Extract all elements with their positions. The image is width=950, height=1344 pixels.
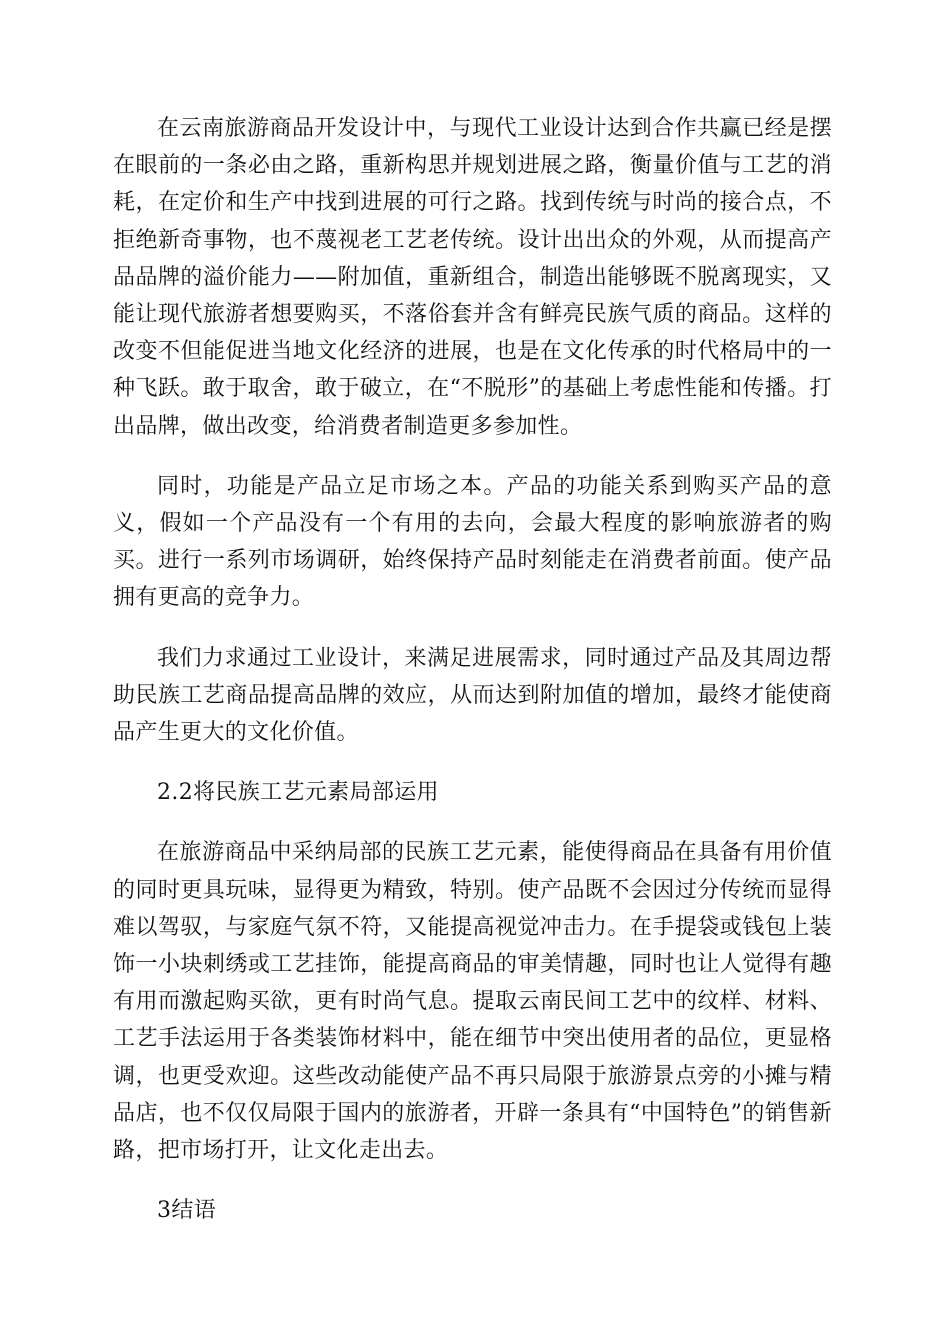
paragraph-ethnic-elements: 在旅游商品中采纳局部的民族工艺元素，能使得商品在具备有用价值的同时更具玩味，显得更为精致，特别。使产品既不会因过分传统而显得难以驾驭，与家庭气氛不符，又能提高视觉冲击力。在手提袋或钱包上装饰一小块刺绣或工艺挂饰，能提高商品的审美情趣，同时也让人觉得有趣有用而激起购买欲，更有时尚气息。提取云南民间工艺中的纹样、材料、工艺手法运用于各类装饰材料中，能在细节中突出使用者的品位，更显格调，也更受欢迎。这些改动能使产品不再只局限于旅游景点旁的小摊与精品店，也不仅仅局限于国内的旅游者，开辟一条具有“中国特色”的销售新路，把市场打开，让文化走出去。 — [113, 840, 832, 1164]
document-body — [113, 110, 832, 1229]
paragraph-product-function: 同时，功能是产品立足市场之本。产品的功能关系到购买产品的意义，假如一个产品没有一个有用的去向，会最大程度的影响旅游者的购买。进行一系列市场调研，始终保持产品时刻能走在消费者前面。使产品拥有更高的竞争力。 — [113, 473, 832, 611]
paragraph-industrial-design-goal: 我们力求通过工业设计，来满足进展需求，同时通过产品及其周边帮助民族工艺商品提高品牌的效应，从而达到附加值的增加，最终才能使商品产生更大的文化价值。 — [113, 645, 832, 746]
paragraph-design-cooperation: 在云南旅游商品开发设计中，与现代工业设计达到合作共赢已经是摆在眼前的一条必由之路，重新构思并规划进展之路，衡量价值与工艺的消耗，在定价和生产中找到进展的可行之路。找到传统与时尚的接合点，不拒绝新奇事物，也不蔑视老工艺老传统。设计出出众的外观，从而提高产品品牌的溢价能力——附加值，重新组合，制造出能够既不脱离现实，又能让现代旅游者想要购买，不落俗套并含有鲜亮民族气质的商品。这样的改变不但能促进当地文化经济的进展，也是在文化传承的时代格局中的一种飞跃。敢于取舍，敢于破立，在“不脱形”的基础上考虑性能和传播。打出品牌，做出改变，给消费者制造更多参加性。 — [113, 116, 832, 439]
section-heading-2-2: 2.2将民族工艺元素局部运用 — [157, 780, 439, 806]
section-heading-3: 3结语 — [157, 1198, 217, 1224]
